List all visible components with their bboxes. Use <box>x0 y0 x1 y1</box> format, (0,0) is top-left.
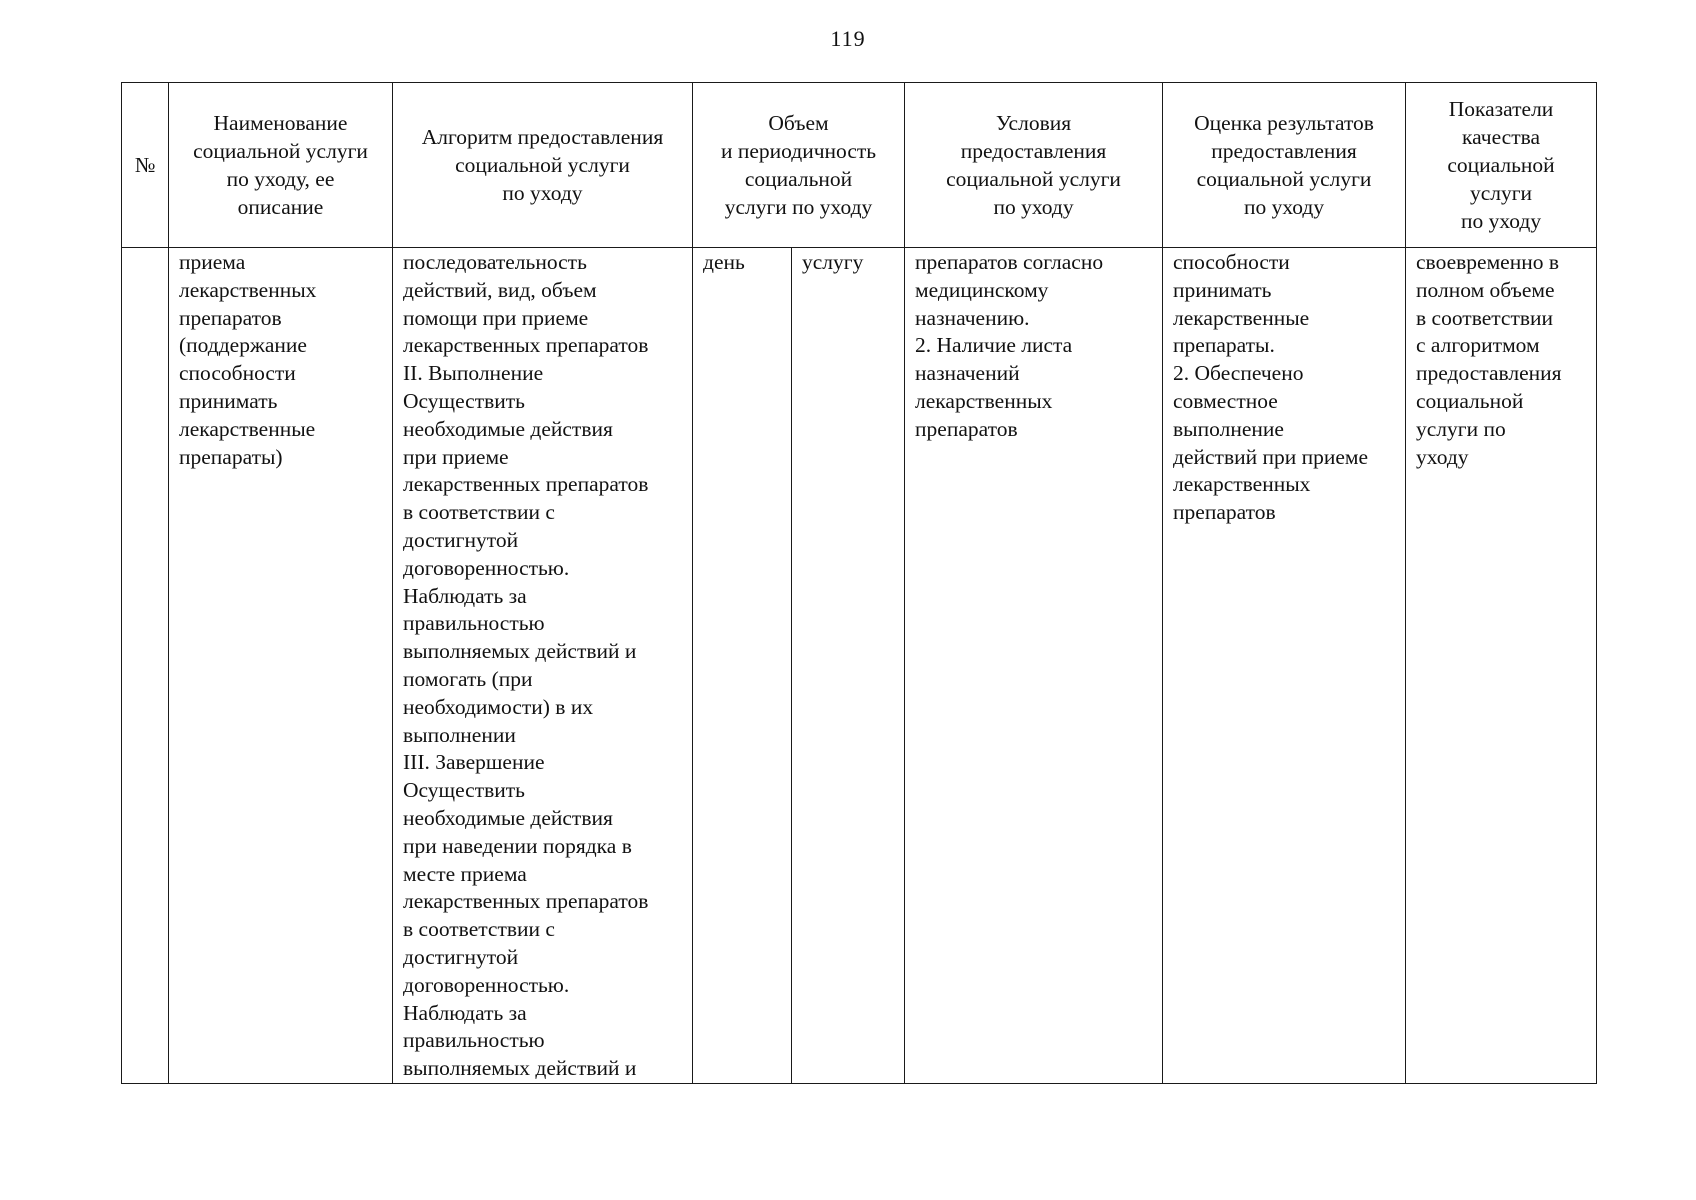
header-service-name: Наименование социальной услуги по уходу, ее описание <box>169 83 393 248</box>
cell-algorithm: последовательность действий, вид, объем помощи при приеме лекарственных препаратов II. Выполнение Осуществить необходимые действия при приеме лекарственных препаратов в соответствии с достигнутой договоренностью. Наблюдать за правильностью выполняемых действий и помогать (при необходимости) в их выполнении III. Завершение Осуществить необходимые действия при наведении порядка в месте приема лекарственных препаратов в соответствии с достигнутой договоренностью. Наблюдать за правильностью выполняемых действий и <box>393 248 693 1084</box>
cell-volume-unit: услугу <box>792 248 905 1084</box>
table-row <box>122 248 1597 1084</box>
cell-volume-period: день <box>693 248 792 1084</box>
services-table <box>121 82 1597 1084</box>
cell-num <box>122 248 169 1084</box>
header-quality: Показатели качества социальной услуги по уходу <box>1406 83 1597 248</box>
cell-quality: своевременно в полном объеме в соответствии с алгоритмом предоставления социальной услуги по уходу <box>1406 248 1597 1084</box>
page-number: 119 <box>830 26 866 51</box>
header-algorithm: Алгоритм предоставления социальной услуги по уходу <box>393 83 693 248</box>
header-volume: Объем и периодичность социальной услуги по уходу <box>693 83 905 248</box>
cell-conditions: препаратов согласно медицинскому назначению. 2. Наличие листа назначений лекарственных препаратов <box>905 248 1163 1084</box>
header-num: № <box>122 83 169 248</box>
header-evaluation: Оценка результатов предоставления социальной услуги по уходу <box>1163 83 1406 248</box>
cell-evaluation: способности принимать лекарственные препараты. 2. Обеспечено совместное выполнение действий при приеме лекарственных препаратов <box>1163 248 1406 1084</box>
header-conditions: Условия предоставления социальной услуги по уходу <box>905 83 1163 248</box>
cell-service-name: приема лекарственных препаратов (поддержание способности принимать лекарственные препараты) <box>169 248 393 1084</box>
table-header-row <box>122 83 1597 248</box>
